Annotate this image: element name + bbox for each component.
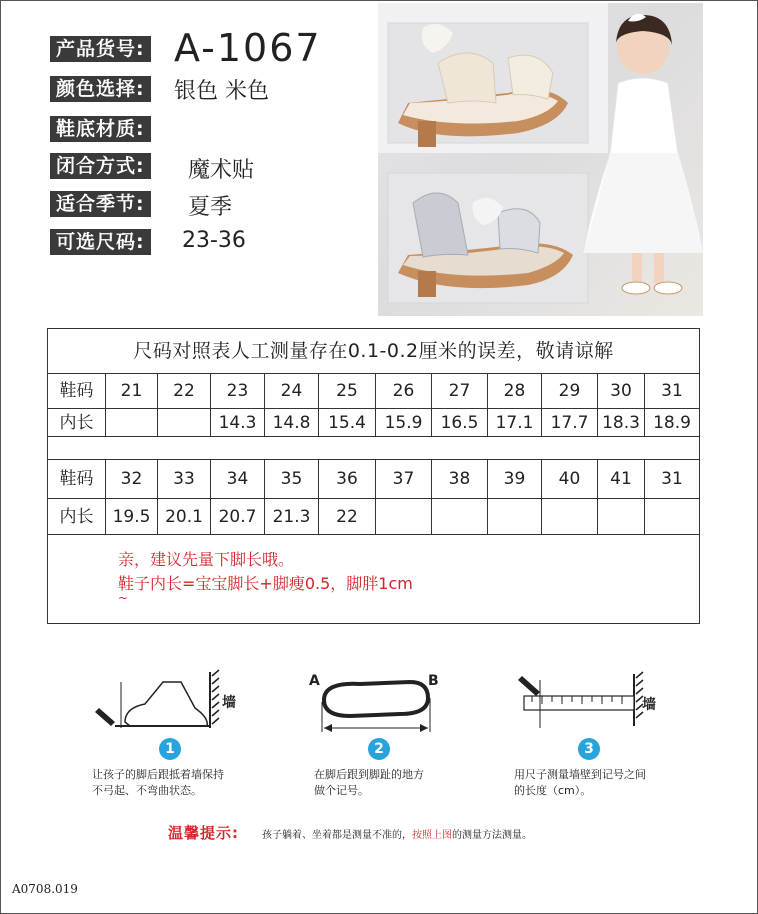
- step3-text-line1: 用尺子测量墙壁到记号之间: [514, 768, 646, 781]
- size-chart-title: 尺码对照表人工测量存在0.1-0.2厘米的误差，敬请谅解: [48, 329, 699, 374]
- size-row-1-cell: 31: [645, 373, 699, 409]
- step1-text-line1: 让孩子的脚后跟抵着墙保持: [92, 768, 224, 781]
- size-row-1-cell: 26: [376, 373, 432, 409]
- size-row-1-cell: 30: [598, 373, 645, 409]
- length-row-2-cell: [542, 499, 598, 535]
- step1-wall-label: 墙: [222, 695, 236, 711]
- spec-value-sizes: 23-36: [182, 228, 246, 253]
- length-row-2-cell: [598, 499, 645, 535]
- length-row-2-label: 内长: [48, 499, 106, 535]
- size-row-1-cell: 29: [542, 373, 598, 409]
- length-row-1-cell: 15.9: [376, 409, 432, 437]
- step2-illustration: [310, 672, 445, 736]
- length-row-1-cell: 15.4: [319, 409, 376, 437]
- spec-label-sizes: 可选尺码:: [50, 229, 151, 255]
- length-row-2-cell: [645, 499, 699, 535]
- size-row-1-cell: 24: [265, 373, 319, 409]
- size-row-1-cell: 25: [319, 373, 376, 409]
- image-code: A0708.019: [12, 882, 78, 896]
- length-row-1-cell: 18.9: [645, 409, 699, 437]
- size-row-2-cell: 33: [158, 460, 211, 499]
- spec-value-item-no: A-1067: [174, 26, 322, 70]
- spec-value-season: 夏季: [188, 195, 233, 220]
- size-chart-table: [47, 328, 700, 624]
- length-row-2-cell: 19.5: [106, 499, 158, 535]
- length-row-1-cell: 18.3: [598, 409, 645, 437]
- size-row-2-cell: 40: [542, 460, 598, 499]
- spec-label-sole: 鞋底材质:: [50, 116, 151, 142]
- spec-value-closure: 魔术贴: [188, 158, 255, 183]
- size-row-2-cell: 32: [106, 460, 158, 499]
- spec-label-season: 适合季节:: [50, 191, 151, 217]
- spec-value-color: 银色 米色: [174, 79, 269, 104]
- step2-text-line1: 在脚后跟到脚趾的地方: [314, 768, 424, 781]
- size-row-2-cell: 34: [211, 460, 265, 499]
- size-row-1-cell: 23: [211, 373, 265, 409]
- spec-label-color: 颜色选择:: [50, 76, 151, 102]
- length-row-1-label: 内长: [48, 409, 106, 437]
- spec-label-item-no: 产品货号:: [50, 36, 151, 62]
- size-row-2-cell: 38: [432, 460, 488, 499]
- step3-text-line2: 的长度（cm）。: [514, 784, 592, 797]
- step3-illustration: [516, 670, 646, 734]
- size-row-1-label: 鞋码: [48, 373, 106, 409]
- size-row-2-cell: 36: [319, 460, 376, 499]
- size-table-gap-row: [48, 437, 699, 460]
- step1-illustration: [85, 668, 245, 734]
- size-row-1-cell: 22: [158, 373, 211, 409]
- length-row-1-cell: 14.3: [211, 409, 265, 437]
- length-row-1-cell: 16.5: [432, 409, 488, 437]
- length-row-1-cell: [158, 409, 211, 437]
- length-row-2-cell: [432, 499, 488, 535]
- size-row-2-cell: 39: [488, 460, 542, 499]
- length-row-2-cell: 20.7: [211, 499, 265, 535]
- step1-text-line2: 不弓起、不弯曲状态。: [92, 784, 202, 797]
- length-row-2-cell: [376, 499, 432, 535]
- size-row-1-cell: 21: [106, 373, 158, 409]
- step2-point-a: A: [309, 673, 320, 689]
- spec-label-closure: 闭合方式:: [50, 153, 151, 179]
- size-row-2-cell: 35: [265, 460, 319, 499]
- length-row-2-cell: 20.1: [158, 499, 211, 535]
- length-row-1-cell: 17.7: [542, 409, 598, 437]
- step2-point-b: B: [428, 673, 439, 689]
- product-photo-illustration: [378, 3, 703, 316]
- step1-number-badge: 1: [159, 738, 181, 760]
- size-row-1-cell: 28: [488, 373, 542, 409]
- length-row-2-cell: 22: [319, 499, 376, 535]
- length-row-2-cell: [488, 499, 542, 535]
- length-row-1-cell: 17.1: [488, 409, 542, 437]
- length-row-1-cell: 14.8: [265, 409, 319, 437]
- step2-number-badge: 2: [368, 738, 390, 760]
- size-note-line2: 鞋子内长=宝宝脚长+脚瘦0.5，脚胖1cm: [118, 574, 413, 593]
- step2-text-line2: 做个记号。: [314, 784, 369, 797]
- tips-text-b: 按照上图: [412, 830, 452, 841]
- size-note-line1: 亲，建议先量下脚长哦。: [118, 550, 295, 569]
- size-row-1-cell: 27: [432, 373, 488, 409]
- step3-number-badge: 3: [578, 738, 600, 760]
- step3-wall-label: 墙: [642, 697, 656, 713]
- size-row-2-label: 鞋码: [48, 460, 106, 499]
- size-row-2-cell: 31: [645, 460, 699, 499]
- tips-title: 温馨提示:: [168, 824, 239, 842]
- tips-text-c: 的测量方法测量。: [452, 830, 532, 841]
- length-row-2-cell: 21.3: [265, 499, 319, 535]
- size-row-2-cell: 37: [376, 460, 432, 499]
- tips-body: [262, 826, 532, 841]
- length-row-1-cell: [106, 409, 158, 437]
- product-photo: [378, 3, 703, 316]
- size-row-2-cell: 41: [598, 460, 645, 499]
- size-note-line3: ~: [118, 591, 129, 605]
- tips-text-a: 孩子躺着、坐着都是测量不准的，: [262, 830, 412, 841]
